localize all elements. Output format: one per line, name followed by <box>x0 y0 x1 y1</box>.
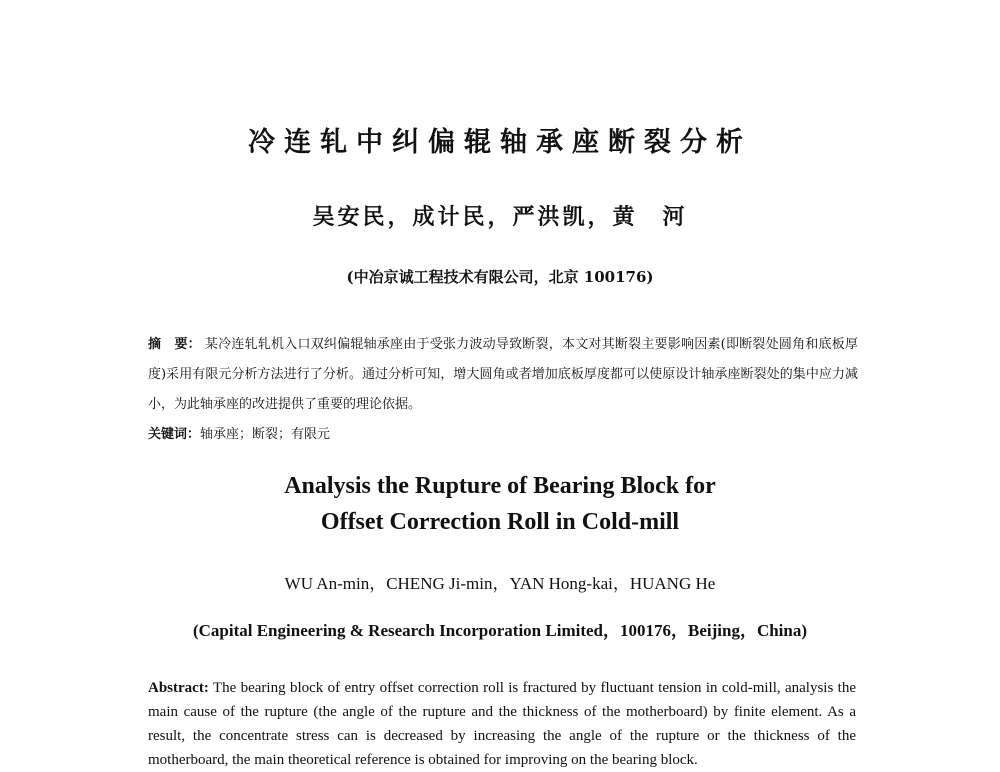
chinese-abstract <box>148 330 858 420</box>
chinese-authors: 吴安民，成计民，严洪凯，黄 河 <box>312 204 688 230</box>
chinese-abstract-label: 摘 要： <box>148 337 201 352</box>
english-abstract-text: The bearing block of entry offset correction roll is fractured by fluctuant tension in cold-mill, analysis the main cause of the rupture (the angle of the rupture and the thickness of the motherboard) by finite element. As a result, the concentrate stress can is decreased by increasing the angle of the rupture or the thickness of the motherboard, the main theoretical reference is obtained for improving on the bearing block. <box>148 680 856 768</box>
chinese-keywords-label: 关键词： <box>148 427 201 442</box>
chinese-keywords-text: 轴承座；断裂；有限元 <box>200 427 331 442</box>
chinese-title: 冷连轧中纠偏辊轴承座断裂分析 <box>248 127 752 158</box>
english-title-line-2: Offset Correction Roll in Cold-mill <box>320 509 680 535</box>
english-title-line-1: Analysis the Rupture of Bearing Block for <box>284 473 716 499</box>
chinese-abstract-text: 某冷连轧轧机入口双纠偏辊轴承座由于受张力波动导致断裂，本文对其断裂主要影响因素(即断裂处圆角和底板厚度)采用有限元分析方法进行了分析。通过分析可知，增大圆角或者增加底板厚度都可以使原设计轴承座断裂处的集中应力减小，为此轴承座的改进提供了重要的理论依据。 <box>148 337 858 412</box>
chinese-affiliation: (中冶京诚工程技术有限公司，北京 100176) <box>346 268 654 286</box>
english-title <box>0 468 1000 540</box>
english-abstract <box>148 676 856 772</box>
english-abstract-label: Abstract: <box>148 680 209 696</box>
english-affiliation: (Capital Engineering & Research Incorporation Limited，100176，Beijing，China) <box>192 621 808 640</box>
english-authors: WU An-min，CHENG Ji-min，YAN Hong-kai，HUANG He <box>284 574 716 593</box>
chinese-keywords <box>148 424 858 446</box>
